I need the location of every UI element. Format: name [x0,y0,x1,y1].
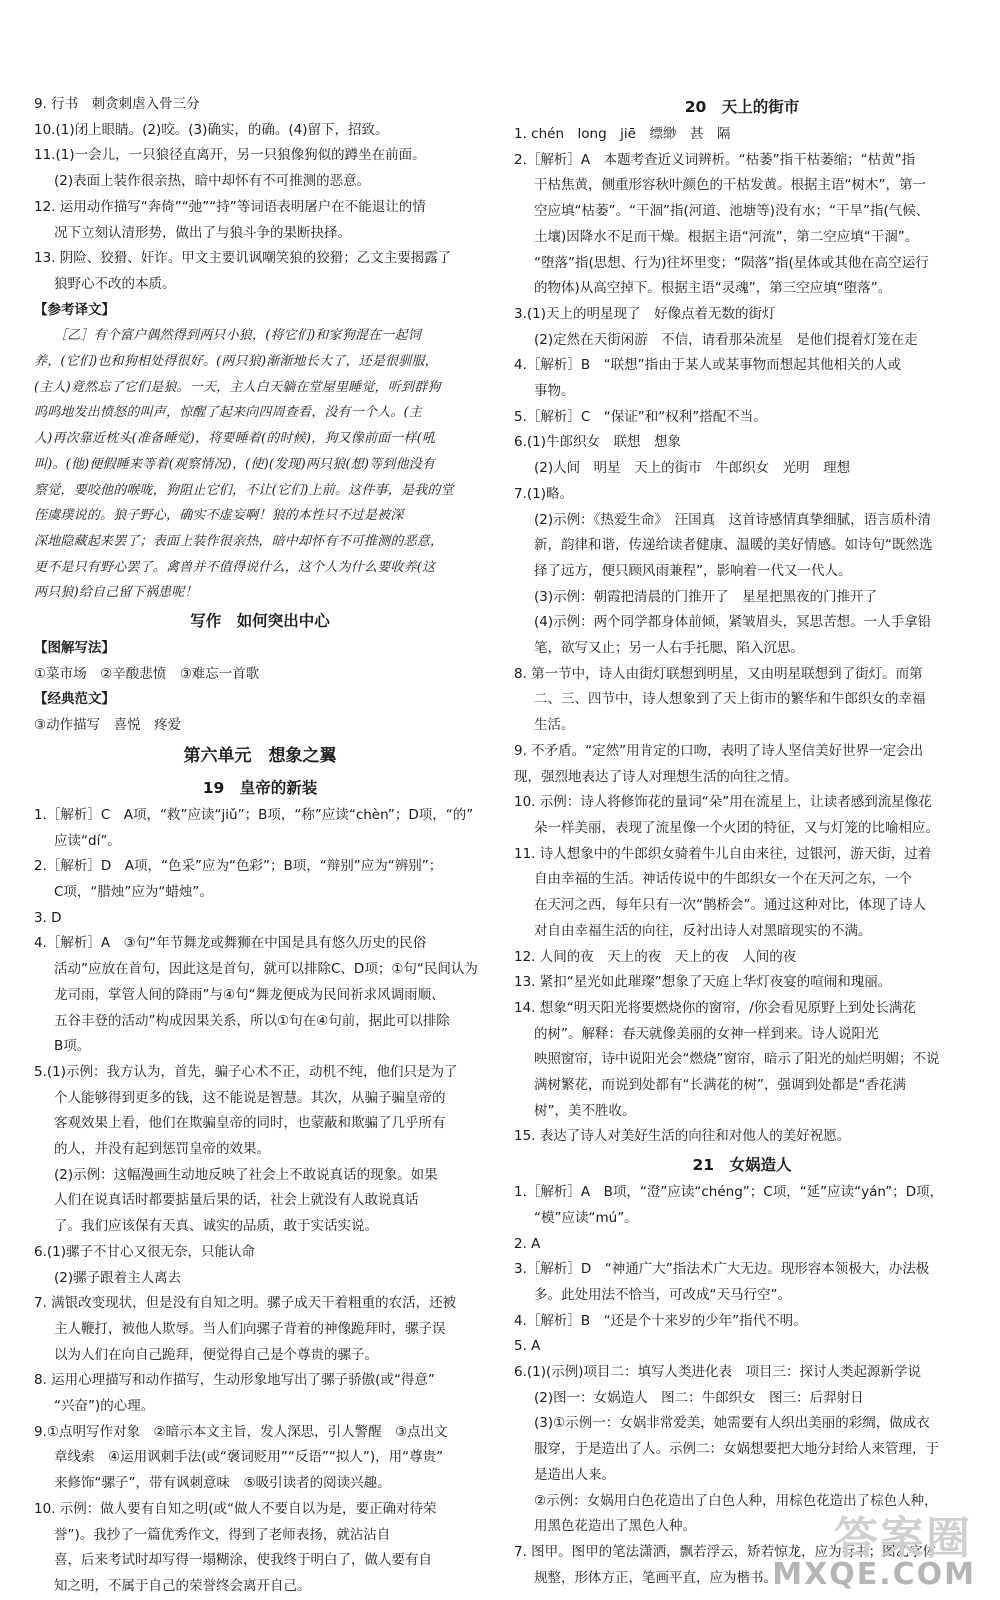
answer-line: 土壤)因降水不足而干燥。根据主语“河流”，第二空应填“干涸”。 [534,228,919,245]
answer-line: 的人，并没有起到惩罚皇帝的效果。 [54,1141,270,1158]
answer-line: 空应填“枯萎”。“干涸”指(河道、池塘等)没有水；“干旱”指(气候、 [534,203,930,220]
answer-line: 6.(1)(示例)项目二：填写人类进化表 项目三：探讨人类起源新学说 [514,1364,922,1381]
answer-line: 10.(1)闭上眼睛。(2)咬。(3)确实，的确。(4)留下，招致。 [34,121,389,138]
answer-line: 5.(1)示例：我方认为，首先，骗子心术不正，动机不纯，他们只是为了 [34,1063,458,1080]
answer-line: 服穿，于是造出了人。示例二：女娲想要把大地分封给人来管理，于 [534,1441,939,1458]
answer-line: 7.(1)略。 [514,485,574,502]
answer-line: 择了远方，便只顾风雨兼程”，影响着一代又一代人。 [534,562,852,579]
answer-line: 对自由幸福生活的向往，反衬出诗人对黑暗现实的不满。 [534,922,872,939]
answer-line: 10. 示例：诗人将修饰花的量词“朵”用在流星上，让读者感到流星像花 [514,794,932,811]
answer-line: 客观效果上看，他们在欺骗皇帝的同时，也蒙蔽和欺骗了几乎所有 [54,1115,446,1132]
translation-line: 人)再次靠近枕头(准备睡觉)，将要睡着(的时候)，狗又像前面一样(吼 [34,431,436,447]
answer-line: (3)示例：朝霞把清晨的门推开了 星星把黑夜的门推开了 [534,588,878,605]
answer-line: C项，“腊烛”应为“蜡烛”。 [54,883,213,900]
answer-line: 15. 表达了诗人对美好生活的向往和对他人的美好祝愿。 [514,1128,851,1145]
answer-line: 12. 人间的夜 天上的夜 天上的夜 人间的夜 [514,948,797,965]
answer-line: 11.(1)一会儿，一只狼径直离开，另一只狼像狗似的蹲坐在前面。 [34,147,426,164]
answer-line: 应读“dí”。 [54,832,121,849]
answer-line: 个人能够得到更多的钱，这不能说是智慧。其次，从骗子骗皇帝的 [54,1089,446,1106]
tujie-tag: 【图解写法】 [34,640,115,657]
answer-line: 3.［解析］D “神通广大”指法术广大无边。现形容本领极大，办法极 [514,1261,930,1278]
answer-line: 活动”应放在首句，因此这是首句，就可以排除C、D项；①句“民间认为 [54,961,478,978]
answer-line: (2)示例：这幅漫画生动地反映了社会上不敢说真话的现象。如果 [54,1166,438,1183]
answer-line: 喜，后来考试时却写得一塌糊涂，使我终于明白了，做人要有自 [54,1552,432,1569]
answer-line: 2.［解析］D A项，“色采”应为“色彩”；B项，“辩别”应为“辨别”； [34,858,443,875]
tujie-answer: ①菜市场 ②辛酸悲愤 ③难忘一首歌 [34,665,260,682]
answer-line: 7. 满银改变现状，但是没有自知之明。骡子成天干着粗重的农活，还被 [34,1295,457,1312]
answer-line: 11. 诗人想象中的牛郎织女骑着牛儿自由来往，过银河，游天街，过着 [514,845,932,862]
answer-line: 9. 行书 刺贪刺虐入骨三分 [34,96,200,112]
answer-line: 14. 想象“明天阳光将要燃烧你的窗帘，/你会看见原野上到处长满花 [514,999,916,1016]
answer-line: (2)表面上装作很亲热，暗中却怀有不可推测的恶意。 [54,173,371,190]
reference-translation-heading: 【参考译文】 [34,301,115,318]
answer-line: 8. 第一节中，诗人由街灯联想到明星，又由明星联想到了街灯。而第 [514,665,923,682]
answer-line: (2)示例：《热爱生命》 汪国真 这首诗感情真挚细腻，语言质朴清 [534,511,932,528]
answer-line: ②示例：女娲用白色花造出了白色人种，用棕色花造出了棕色人种， [534,1492,938,1509]
answer-line: 以为人们在向自己跪拜，便觉得自己是个尊贵的骡子。 [54,1346,378,1363]
answer-line: 用黑色花造出了黑色人种。 [534,1518,696,1535]
translation-line: (主人)竟然忘了它们是狼。一天，主人白天躺在堂屋里睡觉，听到群狗 [34,379,441,395]
lesson-19-heading: 19 皇帝的新装 [202,778,318,797]
answer-line: 6.(1)牛郎织女 联想 想象 [514,434,682,451]
answer-line: 朵一样美丽，表现了流星像一个火团的特征，又与灯笼的比喻相应。 [534,819,939,836]
answer-line: 1.［解析］C A项，“救”应读“jiǔ”；B项，“称”应读“chèn”；D项，“的” [34,806,474,823]
answer-line: (4)示例：两个同学都身体前倾，紧皱眉头，冥思苦想。一人手拿铅 [534,614,932,631]
answer-line: 1.［解析］A B项，“澄”应读“chéng”；C项，“延”应读“yán”；D项， [514,1184,944,1201]
answer-line: (2)定然在天街闲游 不信，请看那朵流星 是他们提着灯笼在走 [534,331,918,348]
translation-line: 养，(它们)也和狗相处得很好。(两只狼)渐渐地长大了，还是很驯服， [34,354,438,370]
jingdian-tag: 【经典范文】 [34,691,115,708]
reference-translation [34,323,486,606]
answer-line: 笔，欲写又止；另一人右手托腮，陷入沉思。 [534,640,804,657]
answer-line: 5.［解析］C “保证”和“权利”搭配不当。 [514,408,767,425]
answer-line: 映照窗帘，诗中说阳光会“燃烧”窗帘，暗示了阳光的灿烂明媚；不说 [534,1051,940,1068]
answer-line: 13. 阴险、狡猾、奸诈。甲文主要讥讽嘲笑狼的狡猾；乙文主要揭露了 [34,250,452,267]
translation-line: 深地隐藏起来罢了；表面上装作很亲热，暗中却怀有不可推测的恶意， [34,533,444,549]
answer-line: 3. D [34,909,62,926]
answer-line: 二、三、四节中，诗人想象到了天上街市的繁华和牛郎织女的幸福 [534,691,926,708]
lesson-20-heading: 20 天上的街市 [684,98,800,116]
answer-line: (3)①示例一：女娲非常爱美，她需要有人织出美丽的彩绸，做成衣 [534,1415,930,1432]
answer-line: 7. 图甲。图甲的笔法潇洒，飘若浮云，矫若惊龙，应为行书；图乙字体 [514,1543,937,1560]
answer-line: 规整，形体方正，笔画平直，应为楷书。 [534,1569,777,1586]
answer-line: 龙司雨，掌管人间的降雨”与④句“舞龙便成为民间祈求风调雨顺、 [54,986,445,1003]
answer-line: 9. 不矛盾。“定然”用肯定的口吻，表明了诗人坚信美好世界一定会出 [514,742,924,759]
answer-line: “堕落”指(思想、行为)往坏里变；“陨落”指(星体或其他在高空运行 [534,254,929,271]
answer-line: “模”应读“mú”。 [534,1209,638,1226]
answer-line: 5. A [514,1338,541,1355]
translation-line: 叫)。(他)便假睡来等着(观察情况)，(使)(发现)两只狼(想)等到他没有 [34,456,436,472]
answer-line: 干枯焦黄，侧重形容秋叶颜色的干枯发黄。根据主语“树木”，第一 [534,177,926,194]
answer-line: 自由幸福的生活。神话传说中的牛郎织女一个在天河之东，一个 [534,871,912,888]
answer-line: 3.(1)天上的明星现了 好像点着无数的街灯 [514,305,776,322]
translation-line: 侄虞璞说的。狼子野心，确实不虚妄啊！狼的本性只不过是被深 [34,508,404,524]
answer-line: B项。 [54,1038,91,1055]
translation-line: 两只狼)给自己留下祸患呢！ [34,585,198,601]
answer-line: 人们在说真话时都要掂量后果的话，社会上就没有人敢说真话 [54,1192,419,1209]
answer-line: 4.［解析］B “联想”指由于某人或某事物而想起其他相关的人或 [514,357,902,374]
translation-line: ［乙］有个富户偶然得到两只小狼，(将它们)和家狗混在一起饲 [54,328,421,344]
answer-line: 现，强烈地表达了诗人对理想生活的向往之情。 [514,768,798,785]
lesson-20-answers [514,122,970,1150]
answer-line: 新，韵律和谐，传递给读者健康、温暖的美好情感。如诗句“既然选 [534,537,933,554]
answer-line: 10. 示例：做人要有自知之明(或“做人不要自以为是，要正确对待荣 [34,1500,437,1517]
answer-line: 12. 运用动作描写“奔倚”“弛”“持”等词语表明屠户在不能退让的情 [34,198,426,215]
answer-line: 的树”。解释：春天就像美丽的女神一样到来。诗人说阳光 [534,1025,879,1042]
answer-line: 1. chén long jiē 缥缈 甚 隔 [514,126,731,142]
answer-line: 况下立刻认清形势，做出了与狼斗争的果断抉择。 [54,224,351,241]
answer-line: 是造出人来。 [534,1466,615,1483]
translation-line: 察觉，要咬他的喉咙，狗阻止它们，不让(它们)上前。这件事，是我的堂 [34,482,454,498]
answer-line: 9.①点明写作对象 ②暗示本文主旨，发人深思，引人警醒 ③点出文 [34,1423,448,1440]
answer-line: “兴奋”)的心理。 [54,1398,155,1415]
answer-line: 4.［解析］A ③句“年节舞龙或舞狮在中国是具有悠久历史的民俗 [34,935,427,952]
answer-line: (2)骡子跟着主人离去 [54,1269,182,1286]
answer-line: 狼野心不改的本质。 [54,275,176,292]
answer-line: 生活。 [534,717,575,734]
answer-line: 满树繁花，而说到处都有“长满花的树”，强调到处都是“香花满 [534,1077,906,1094]
unit-heading: 第六单元 想象之翼 [183,745,337,766]
watermark-logo-text: 答案圈 [834,1513,972,1564]
answer-line: 来修饰“骡子”，带有讽刺意味 ⑤吸引读者的阅读兴趣。 [54,1475,391,1492]
answer-line: 知之明，不属于自己的荣誉终会离开自己。 [54,1577,311,1594]
answer-line: 多。此处用法不恰当，可改成“天马行空”。 [534,1286,791,1303]
answer-line: 主人鞭打，被他人欺辱。当人们向骡子背着的神像跪拜时，骡子误 [54,1320,446,1337]
answer-line: 章线索 ④运用讽刺手法(或“褒词贬用”“反语”“拟人”)，用“尊贵” [54,1449,444,1466]
answer-line: 2.［解析］A 本题考查近义词辨析。“枯萎”指干枯萎缩；“枯黄”指 [514,151,916,168]
writing-section-heading: 写作 如何突出中心 [190,612,330,631]
right-column [514,92,970,1591]
answers-8-13 [34,92,486,298]
left-column [34,92,486,1600]
answer-line: (2)人间 明星 天上的街市 牛郎织女 光明 理想 [534,460,851,477]
answer-line: 了。我们应该保有天真、诚实的品质，敢于实话实说。 [54,1218,378,1235]
answer-line: 树”，美不胜收。 [534,1102,636,1119]
answer-line: 事物。 [534,383,575,400]
answer-line: 13. 紧扣“星光如此璀璨”想象了天庭上华灯夜宴的喧闹和瑰丽。 [514,974,892,991]
answer-line: 2. A [514,1235,541,1252]
answer-line: 的物体)从高空掉下。根据主语“灵魂”，第三空应填“堕落”。 [534,280,892,297]
answer-line: (2)图一：女娲造人 图二：牛郎织女 图三：后羿射日 [534,1389,864,1406]
watermark-logo [772,1502,980,1592]
watermark-site-text: MXQE.COM [772,1557,976,1592]
jingdian-answer: ③动作描写 喜悦 疼爱 [34,717,182,734]
answer-line: 6.(1)骡子不甘心又很无奈，只能认命 [34,1243,256,1260]
translation-line: 更不是只有野心罢了。禽兽并不值得说什么，这个人为什么要收养(这 [34,559,436,575]
answer-line: 4.［解析］B “还是个十来岁的少年”指代不明。 [514,1312,807,1329]
lesson-19-answers [34,803,486,1600]
answer-line: 在天河之西，每年只有一次“鹊桥会”。通过这种对比，体现了诗人 [534,897,926,914]
translation-line: 呜呜地发出愤怒的叫声，惊醒了起来向四周查看，没有一个人。(主 [34,405,423,421]
answer-line: 誉”)。我抄了一篇优秀作文，得到了老师表扬，就沾沾自 [54,1526,391,1543]
answer-line: 8. 运用心理描写和动作描写，生动形象地写出了骡子骄傲(或“得意” [34,1372,435,1389]
lesson-21-heading: 21 女娲造人 [692,1156,792,1175]
answer-line: 五谷丰登的活动”构成因果关系，所以①句在④句前，据此可以排除 [54,1012,450,1029]
